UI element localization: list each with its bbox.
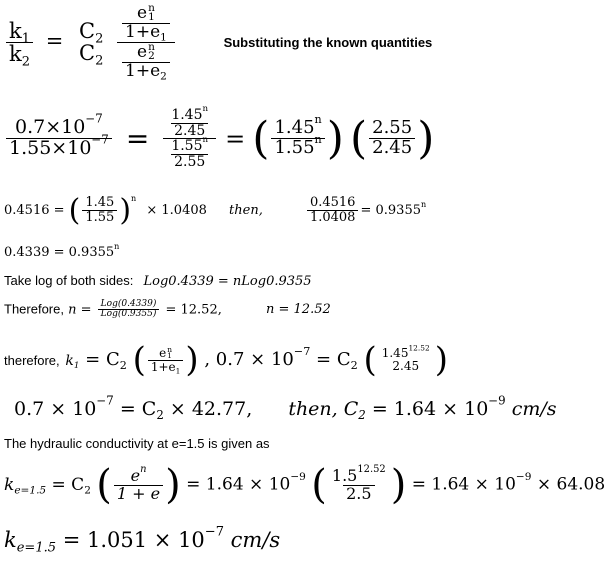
e-ratio: e n 1 $1+e_1$ e n 2 $1+e_2$ <box>117 4 175 81</box>
e-values-ratio: $\frac{\frac{1.45^n}{2.45}}{\frac{1.55^n}{2.55}}$ <box>163 108 216 170</box>
n-solution: Therefore, n = $\frac{\text{Log(0.4339)}}{\text{Log(0.9355)}}$ = 12.52, n = 12.52 <box>4 299 331 320</box>
step2-equation: $0.4339 = 0.9355^n$ <box>4 241 120 260</box>
k-values-ratio: $\frac{0.7\times 10^{-7}}{1.55\times 10^{-7}}$ <box>6 118 112 159</box>
final-result: $k_{e=1.5} = 1.051 \times 10^{-7}$ cm/s <box>4 524 281 556</box>
log-step: Take log of both sides: Log0.4339 = nLog0.9355 <box>4 273 312 289</box>
k-ratio: $\frac{k_1}{k_2}$ <box>6 20 33 65</box>
k1-equation: therefore, $k_1 = C_2$ ( e n 1 $1+e_1$ ) , $0.7 \times 10^{-7} = C_2$ ( $1.45^{12.52}$ 2.45 ) <box>4 340 449 380</box>
c-ratio: $C_2$ $C_2$ <box>79 19 104 69</box>
k-e-equation: $k_{e=1.5} = C_2$ ( $\frac{e^n}{1 + e}$ ) = $1.64 \times 10^{-9}$ ( $\frac{1.5^{12.52}}{2.5}$ ) = $1.64 \times 10^{-9} \times 64.08$ <box>4 462 605 508</box>
c2-equation: $0.7 \times 10^{-7} = C_2 \times 42.77$, then, $C_2 = 1.64 \times 10^{-9}$ cm/s <box>14 393 557 423</box>
step1-equation: 0.4516 = ( $\frac{1.45}{1.55}$ )$^n$ × 1.0408 then, $\frac{0.4516}{1.0408}$ = $0.9355^n$ <box>4 193 427 228</box>
ratio-equation: $\frac{k_1}{k_2}$ = $C_2$ $C_2$ e n 1 $1+e_1$ e n 2 $1+e_2$ Substituting the known quantities <box>4 4 432 81</box>
void-ratio: $\frac{2.55}{2.45}$ <box>369 119 415 158</box>
power-ratio: $\frac{1.45^n}{1.55^n}$ <box>271 119 324 158</box>
values-equation: $\frac{0.7\times 10^{-7}}{1.55\times 10^{-7}}$ = $\frac{\frac{1.45^n}{2.45}}{\frac{1.55^n}{2.55}}$ = ( $\frac{1.45^n}{1.55^n}$ ) ( $\frac{2.55}{2.45}$ ) <box>4 108 434 170</box>
substitution-note: Substituting the known quantities <box>223 34 433 50</box>
hydraulic-intro: The hydraulic conductivity at e=1.5 is given as <box>4 436 270 451</box>
